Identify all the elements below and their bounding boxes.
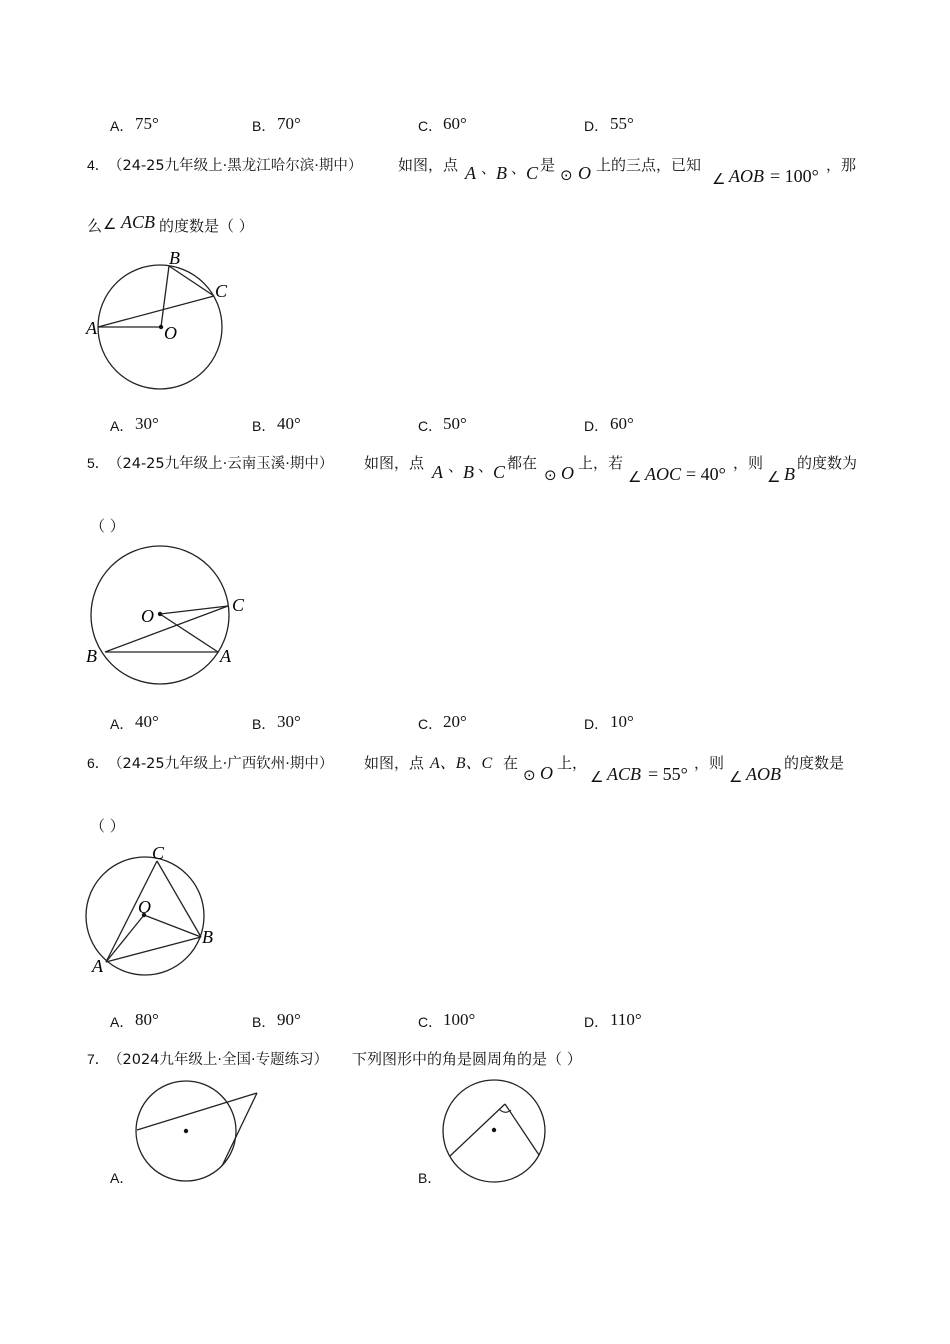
q4-option-a-value: 30°	[135, 414, 159, 433]
q4-angle2-symbol: ∠	[103, 215, 117, 233]
q5-angle-symbol: ∠	[628, 468, 642, 486]
q7-option-a-letter: A．	[110, 1170, 134, 1186]
q4-point-a: A	[465, 163, 476, 183]
q4-option-a-letter: A．	[110, 418, 134, 434]
q7-b-side-2	[505, 1104, 539, 1155]
q6-circle-name: O	[540, 763, 553, 783]
q5-angle2-name: B	[784, 464, 795, 484]
q6-text-3: 上，	[557, 754, 588, 772]
q6-label-a: A	[92, 956, 103, 976]
q6-label-o: O	[138, 897, 151, 917]
q6-angle2-name: AOB	[746, 764, 781, 784]
q7-source: （2024九年级上·全国·专题练习）	[108, 1052, 329, 1068]
q3-option-d-value: 55°	[610, 114, 634, 133]
q3-option-d-letter: D．	[584, 118, 609, 134]
q6-number: 6．	[87, 755, 109, 771]
q5-text-2: 都在	[507, 454, 538, 472]
q7-number: 7．	[87, 1051, 109, 1067]
q7-a-secant	[222, 1093, 257, 1166]
q6-option-d-value: 110°	[610, 1010, 642, 1029]
q4-text-1: 如图，点	[398, 156, 459, 174]
q5-angle-name: AOC	[645, 464, 681, 484]
q4-label-a: A	[86, 318, 97, 338]
q5-option-d-value: 10°	[610, 712, 634, 731]
q6-option-c-value: 100°	[443, 1010, 476, 1029]
q3-option-b-value: 70°	[277, 114, 301, 133]
q4-angle2-name: ACB	[121, 212, 155, 232]
q5-paren: （ ）	[90, 517, 125, 535]
q4-angle-symbol: ∠	[712, 170, 726, 188]
q5-sep-1: 、	[448, 457, 464, 475]
q5-label-a: A	[220, 646, 231, 666]
q5-number: 5．	[87, 455, 109, 471]
q5-angle2-symbol: ∠	[767, 468, 781, 486]
q6-angle2-symbol: ∠	[729, 768, 743, 786]
q5-option-b-letter: B．	[252, 716, 276, 732]
q6-text-4: ，则	[694, 754, 725, 772]
q4-sep-2: 、	[511, 159, 527, 177]
q3-option-b-letter: B．	[252, 118, 276, 134]
q6-circle-symbol: ⊙	[523, 766, 536, 784]
q5-circle-symbol: ⊙	[544, 466, 557, 484]
q3-option-a-value: 75°	[135, 114, 159, 133]
q4-angle-name: AOB	[729, 166, 764, 186]
q5-text-4: ，则	[733, 454, 764, 472]
q5-option-c-value: 20°	[443, 712, 467, 731]
q4-option-d-value: 60°	[610, 414, 634, 433]
q4-sep-1: 、	[481, 159, 497, 177]
q5-source: （24-25九年级上·云南玉溪·期中）	[108, 456, 334, 472]
q4-text-3: 上的三点，已知	[596, 156, 702, 174]
q5-label-o: O	[141, 606, 154, 626]
q5-sep-2: 、	[478, 457, 494, 475]
q4-option-c-value: 50°	[443, 414, 467, 433]
q7-b-side-1	[450, 1104, 505, 1156]
q4-text-2: 是	[540, 156, 556, 174]
q4-option-b-value: 40°	[277, 414, 301, 433]
q5-text-5: 的度数为	[797, 454, 858, 472]
q7-a-chord	[137, 1093, 257, 1130]
q6-option-c-letter: C．	[418, 1014, 443, 1030]
q6-option-a-letter: A．	[110, 1014, 134, 1030]
q5-circle-name: O	[561, 463, 574, 483]
q7-b-center-dot	[492, 1128, 496, 1132]
q6-angle-name: ACB	[607, 764, 641, 784]
q5-option-c-letter: C．	[418, 716, 443, 732]
q7-figure-a	[136, 1081, 257, 1181]
q6-option-d-letter: D．	[584, 1014, 609, 1030]
q4-text-4: ，那	[826, 156, 857, 174]
q4-point-b: B	[496, 163, 507, 183]
q3-option-a-letter: A．	[110, 118, 134, 134]
q4-option-c-letter: C．	[418, 418, 443, 434]
q4-label-c: C	[215, 281, 228, 301]
q6-text-5: 的度数是	[784, 754, 845, 772]
q4-label-b: B	[169, 248, 180, 268]
q4-label-o: O	[164, 323, 177, 343]
q5-text-3: 上，若	[578, 454, 624, 472]
q4-point-c: C	[526, 163, 539, 183]
q4-source: （24-25九年级上·黑龙江哈尔滨·期中）	[108, 158, 363, 174]
q5-option-a-letter: A．	[110, 716, 134, 732]
q6-label-c: C	[152, 843, 165, 863]
q5-option-b-value: 30°	[277, 712, 301, 731]
q5-label-c: C	[232, 595, 245, 615]
q6-points: A、B、C	[430, 755, 493, 772]
q4-option-b-letter: B．	[252, 418, 276, 434]
q4-option-d-letter: D．	[584, 418, 609, 434]
q5-angle-eq: = 40°	[686, 464, 726, 484]
q7-option-b-letter: B．	[418, 1170, 442, 1186]
q4-text-6: 的度数是（ ）	[159, 217, 254, 235]
q4-number: 4．	[87, 157, 109, 173]
q5-option-d-letter: D．	[584, 716, 609, 732]
q5-text-1: 如图，点	[364, 454, 425, 472]
q6-option-b-value: 90°	[277, 1010, 301, 1029]
q7-a-center-dot	[184, 1129, 188, 1133]
q3-option-c-value: 60°	[443, 114, 467, 133]
q6-text-1: 如图，点	[364, 754, 425, 772]
q4-text-5: 么	[87, 217, 103, 235]
q6-option-b-letter: B．	[252, 1014, 276, 1030]
q6-paren: （ ）	[90, 817, 125, 835]
q6-label-b: B	[202, 927, 213, 947]
q3-option-c-letter: C．	[418, 118, 443, 134]
q4-angle-eq: = 100°	[770, 166, 819, 186]
q5-point-b: B	[463, 462, 474, 482]
q6-angle-symbol: ∠	[590, 768, 604, 786]
q4-circle-symbol: ⊙	[560, 166, 573, 184]
q5-label-b: B	[86, 646, 97, 666]
q6-angle-eq: = 55°	[648, 764, 688, 784]
q5-point-c: C	[493, 462, 506, 482]
q5-point-a: A	[432, 462, 443, 482]
q6-source: （24-25九年级上·广西钦州·期中）	[108, 756, 334, 772]
q6-text-2: 在	[503, 754, 519, 772]
q4-circle-name: O	[578, 163, 591, 183]
q7-figure-b	[443, 1080, 545, 1182]
q6-option-a-value: 80°	[135, 1010, 159, 1029]
q7-text-1: 下列图形中的角是圆周角的是（ ）	[352, 1050, 582, 1068]
q5-option-a-value: 40°	[135, 712, 159, 731]
